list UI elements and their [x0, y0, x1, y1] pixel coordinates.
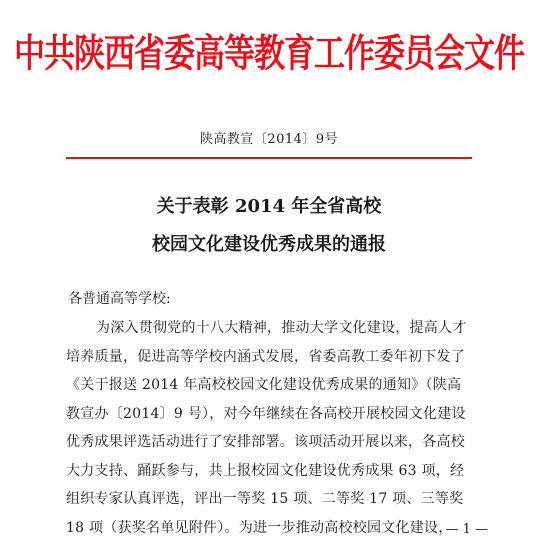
body-line: 优秀成果评选活动进行了安排部署。该项活动开展以来，各高校 [66, 434, 465, 450]
document-number: 陕高教宣〔2014〕9号 [199, 132, 339, 147]
body-line: 为深入贯彻党的十八大精神，推动大学文化建设，提高人才 [96, 320, 467, 336]
document-title-line-1: 关于表彰 2014 年全省高校 [156, 196, 382, 217]
document-title-line-2: 校园文化建设优秀成果的通报 [152, 234, 386, 255]
body-line: 大力支持、踊跃参与，共上报校园文化建设优秀成果 63 项，经 [66, 462, 465, 479]
body-line: 组织专家认真评选，评出一等奖 15 项、二等奖 17 项、三等奖 [66, 491, 464, 507]
page-number: — 1 — [445, 522, 488, 537]
body-text [66, 318, 480, 537]
masthead-title: 中共陕西省委高等教育工作委员会文件 [14, 31, 524, 77]
salutation: 各普通高等学校: [68, 291, 171, 307]
body-line: 培养质量，促进高等学校内涵式发展，省委高教工委年初下发了 [66, 348, 465, 365]
body-line: 《关于报送 2014 年高校校园文化建设优秀成果的通知》（陕高 [66, 377, 462, 393]
body-line: 教宣办〔2014〕9 号），对今年继续在各高校开展校园文化建设 [66, 405, 466, 422]
red-divider-rule [66, 157, 472, 159]
body-line: 18 项（获奖名单见附件）。为进一步推动高校校园文化建设， [66, 519, 453, 536]
